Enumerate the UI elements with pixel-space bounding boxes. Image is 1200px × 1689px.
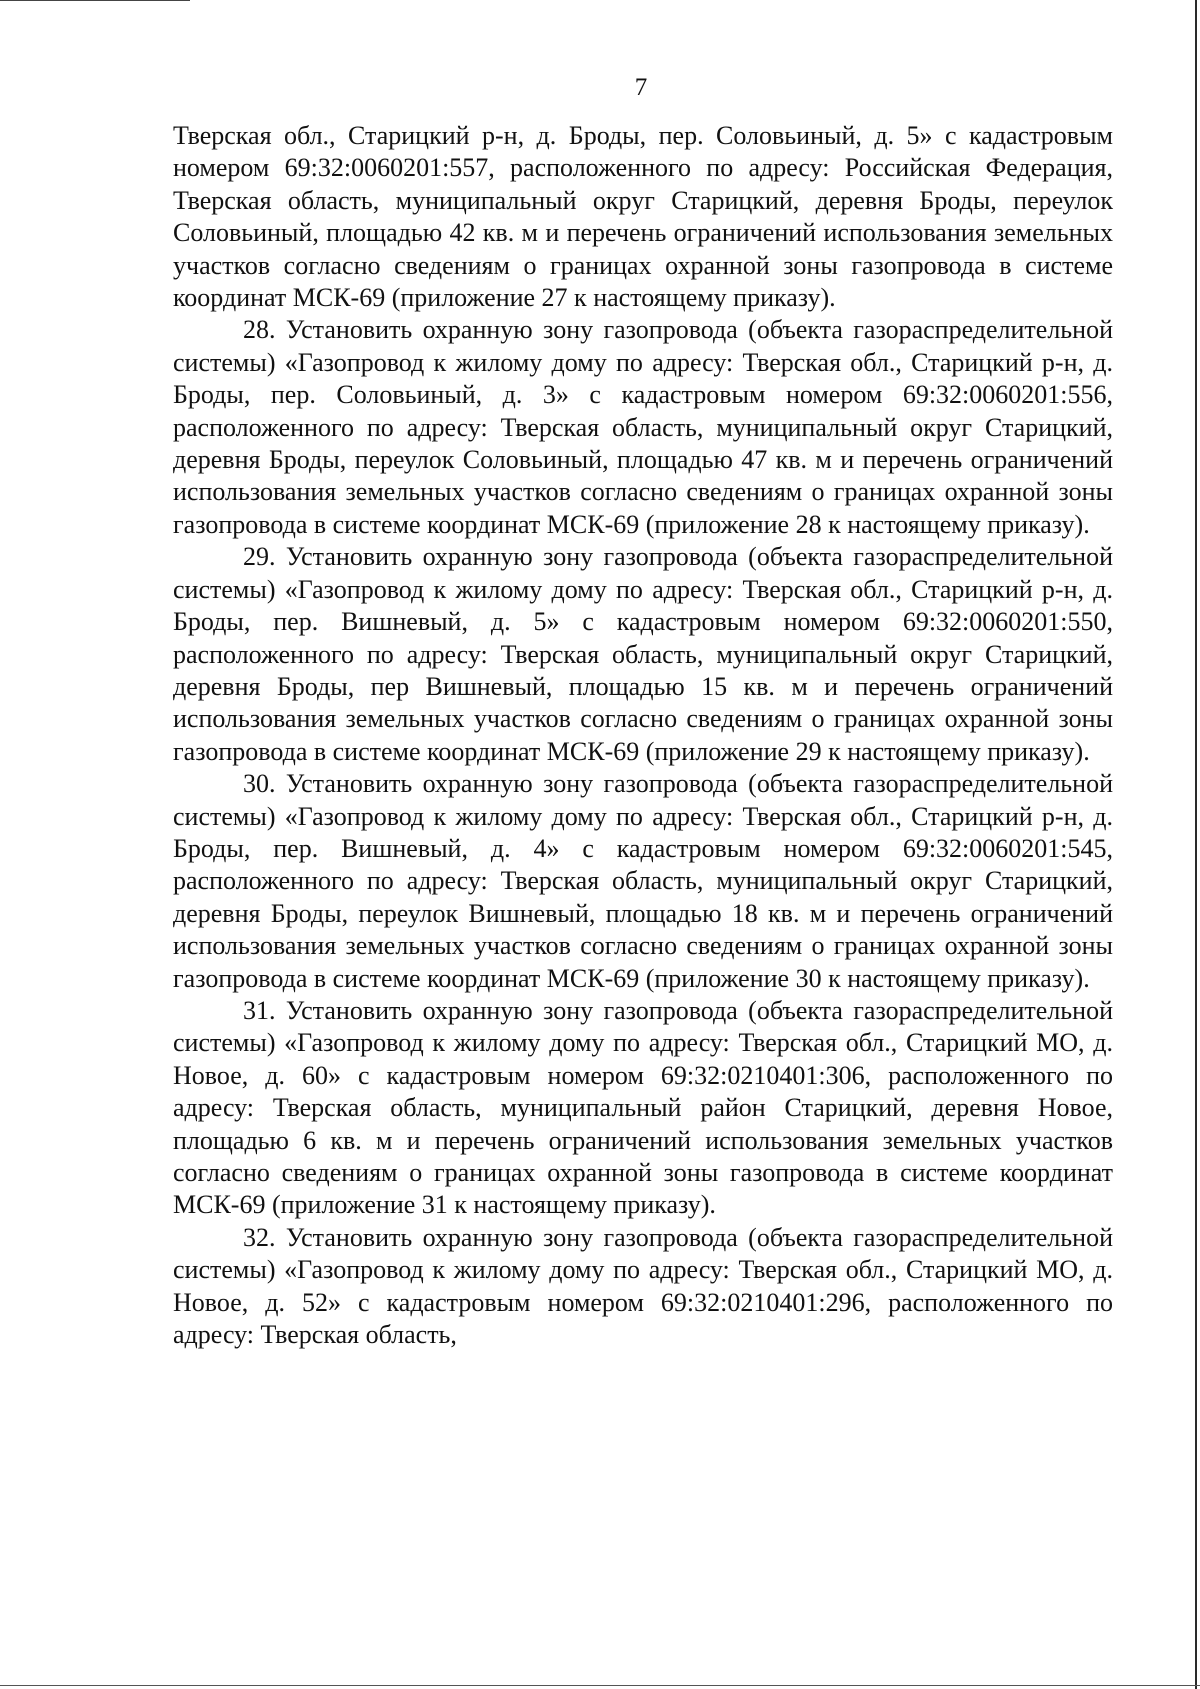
paragraph-item-31: 31. Установить охранную зону газопровода (объекта газораспределительной системы) «Газопровод к жилому дому по адресу: Тверская обл., Старицкий МО, д. Новое, д. 60» с кадастровым номером 69:32:0210401:306, расположенного по адресу: Тверская область, муниципальный район Старицкий, деревня Новое, площадью 6 кв. м и перечень ограничений использования земельных участков согласно сведениям о границах охранной зоны газопровода в системе координат МСК-69 (приложение 31 к настоящему приказу). — [173, 995, 1113, 1220]
document-body — [173, 120, 1113, 1351]
scan-edge-top — [0, 0, 190, 1]
paragraph-continuation: Тверская обл., Старицкий р-н, д. Броды, пер. Соловьиный, д. 5» с кадастровым номером 69:32:0060201:557, расположенного по адресу: Российская Федерация, Тверская область, муниципальный округ Старицкий, деревня Броды, переулок Соловьиный, площадью 42 кв. м и перечень ограничений использования земельных участков согласно сведениям о границах охранной зоны газопровода в системе координат МСК-69 (приложение 27 к настоящему приказу). — [173, 121, 1113, 313]
paragraph-item-28: 28. Установить охранную зону газопровода (объекта газораспределительной системы) «Газопровод к жилому дому по адресу: Тверская обл., Старицкий р-н, д. Броды, пер. Соловьиный, д. 3» с кадастровым номером 69:32:0060201:556, расположенного по адресу: Тверская область, муниципальный округ Старицкий, деревня Броды, переулок Соловьиный, площадью 47 кв. м и перечень ограничений использования земельных участков согласно сведениям о границах охранной зоны газопровода в системе координат МСК-69 (приложение 28 к настоящему приказу). — [173, 315, 1113, 539]
paragraph-item-32: 32. Установить охранную зону газопровода (объекта газораспределительной системы) «Газопровод к жилому дому по адресу: Тверская обл., Старицкий МО, д. Новое, д. 52» с кадастровым номером 69:32:0210401:296, расположенного по адресу: Тверская область, — [173, 1222, 1113, 1350]
scan-edge-right — [1195, 0, 1197, 1689]
paragraph-item-29: 29. Установить охранную зону газопровода (объекта газораспределительной системы) «Газопровод к жилому дому по адресу: Тверская обл., Старицкий р-н, д. Броды, пер. Вишневый, д. 5» с кадастровым номером 69:32:0060201:550, расположенного по адресу: Тверская область, муниципальный округ Старицкий, деревня Броды, пер Вишневый, площадью 15 кв. м и перечень ограничений использования земельных участков согласно сведениям о границах охранной зоны газопровода в системе координат МСК-69 (приложение 29 к настоящему приказу). — [173, 542, 1113, 766]
page-number: 7 — [634, 74, 648, 101]
scan-edge-bottom — [0, 1685, 1200, 1686]
paragraph-item-30: 30. Установить охранную зону газопровода (объекта газораспределительной системы) «Газопровод к жилому дому по адресу: Тверская обл., Старицкий р-н, д. Броды, пер. Вишневый, д. 4» с кадастровым номером 69:32:0060201:545, расположенного по адресу: Тверская область, муниципальный округ Старицкий, деревня Броды, переулок Вишневый, площадью 18 кв. м и перечень ограничений использования земельных участков согласно сведениям о границах охранной зоны газопровода в системе координат МСК-69 (приложение 30 к настоящему приказу). — [173, 769, 1113, 993]
